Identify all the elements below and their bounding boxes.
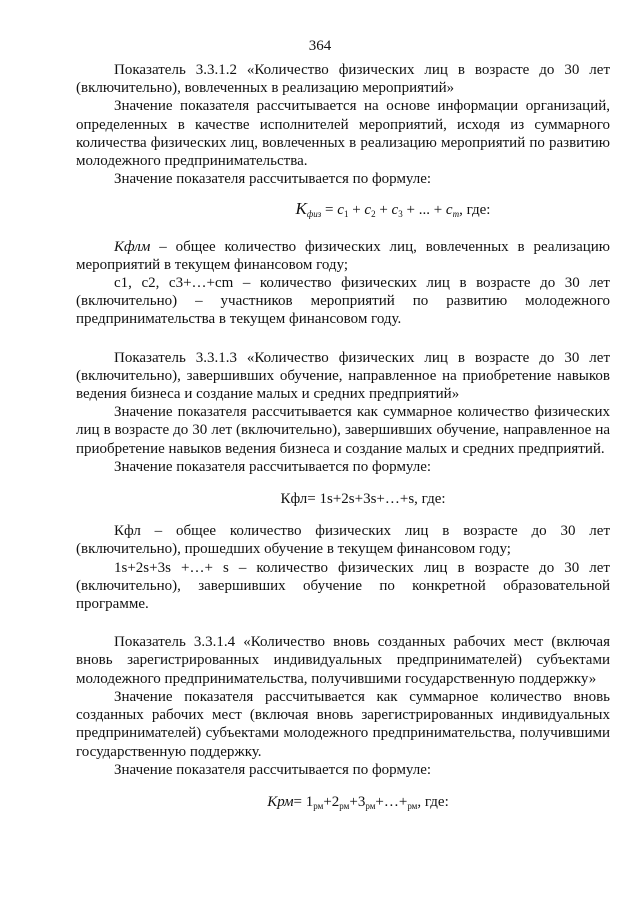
indicator-3-3-1-4-formula-intro: Значение показателя рассчитывается по формуле: [114, 761, 432, 778]
indicator-3-3-1-2-definition-terms: с1, с2, с3+…+сm – количество физических лиц в возрасте до 30 лет (включительно) – участников мероприятий по развитию молодежного предпринимательства в текущем финансовом году. [76, 275, 610, 328]
indicator-3-3-1-3-basis: Значение показателя рассчитывается как суммарное количество физических лиц в возрасте до 30 лет (включительно), завершивших обучение, направленное на приобретение навыков ведения бизнеса и создание малых и средних предприятий. [76, 404, 610, 457]
indicator-3-3-1-2-title: Показатель 3.3.1.2 «Количество физических лиц в возрасте до 30 лет (включительно), вовлеченных в реализацию мероприятий» [76, 62, 610, 97]
indicator-3-3-1-3-definition-total: Кфл – общее количество физических лиц в возрасте до 30 лет (включительно), прошедших обучение в текущем финансовом году; [76, 523, 610, 558]
indicator-3-3-1-3-title: Показатель 3.3.1.3 «Количество физических лиц в возрасте до 30 лет (включительно), завершивших обучение, направленное на приобретение навыков ведения бизнеса и создание малых и средних предприятий» [76, 349, 610, 403]
indicator-3-3-1-2-definition-total: Кфлм – общее количество физических лиц, вовлеченных в реализацию мероприятий в текущем финансовом году; [76, 238, 610, 273]
indicator-3-3-1-4-formula: $Крм= 1_{рм}+2_{рм}+3_{рм}+\dots+_{рм}$, где: [267, 793, 449, 811]
indicator-3-3-1-2-formula-intro: Значение показателя рассчитывается по формуле: [114, 171, 432, 188]
indicator-3-3-1-3-formula: Кфл= 1s+2s+3s+…+s, где: [280, 491, 446, 508]
definition-symbol: Кфлм [114, 238, 151, 255]
indicator-3-3-1-4-basis: Значение показателя рассчитывается как суммарное количество вновь созданных рабочих мест (включая вновь зарегистрированных индивидуальных предпринимателей) субъектами молодежного предпринимательства, получившими государственную поддержку. [76, 688, 610, 760]
page-number: 364 [308, 38, 332, 54]
indicator-3-3-1-4-title: Показатель 3.3.1.4 «Количество вновь созданных рабочих мест (включая вновь зарегистрированных индивидуальных предпринимателей) субъектами молодежного предпринимательства, получившими государственную поддержку» [76, 634, 610, 687]
indicator-3-3-1-3-formula-intro: Значение показателя рассчитывается по формуле: [114, 458, 432, 475]
indicator-3-3-1-2-formula: $K_{физ} = c_1 + c_2 + c_3$ + ... + $c_m$, где: [295, 199, 491, 220]
page-body [76, 61, 610, 811]
indicator-3-3-1-3-definition-terms: 1s+2s+3s +…+ s – количество физических лиц в возрасте до 30 лет (включительно), завершивших обучение по конкретной образовательной программе. [76, 559, 610, 613]
indicator-3-3-1-2-basis: Значение показателя рассчитывается на основе информации организаций, определенных в качестве исполнителей мероприятий, исходя из суммарного количества физических лиц, вовлеченных в реализацию мероприятий по развитию молодежного предпринимательства. [76, 98, 610, 170]
